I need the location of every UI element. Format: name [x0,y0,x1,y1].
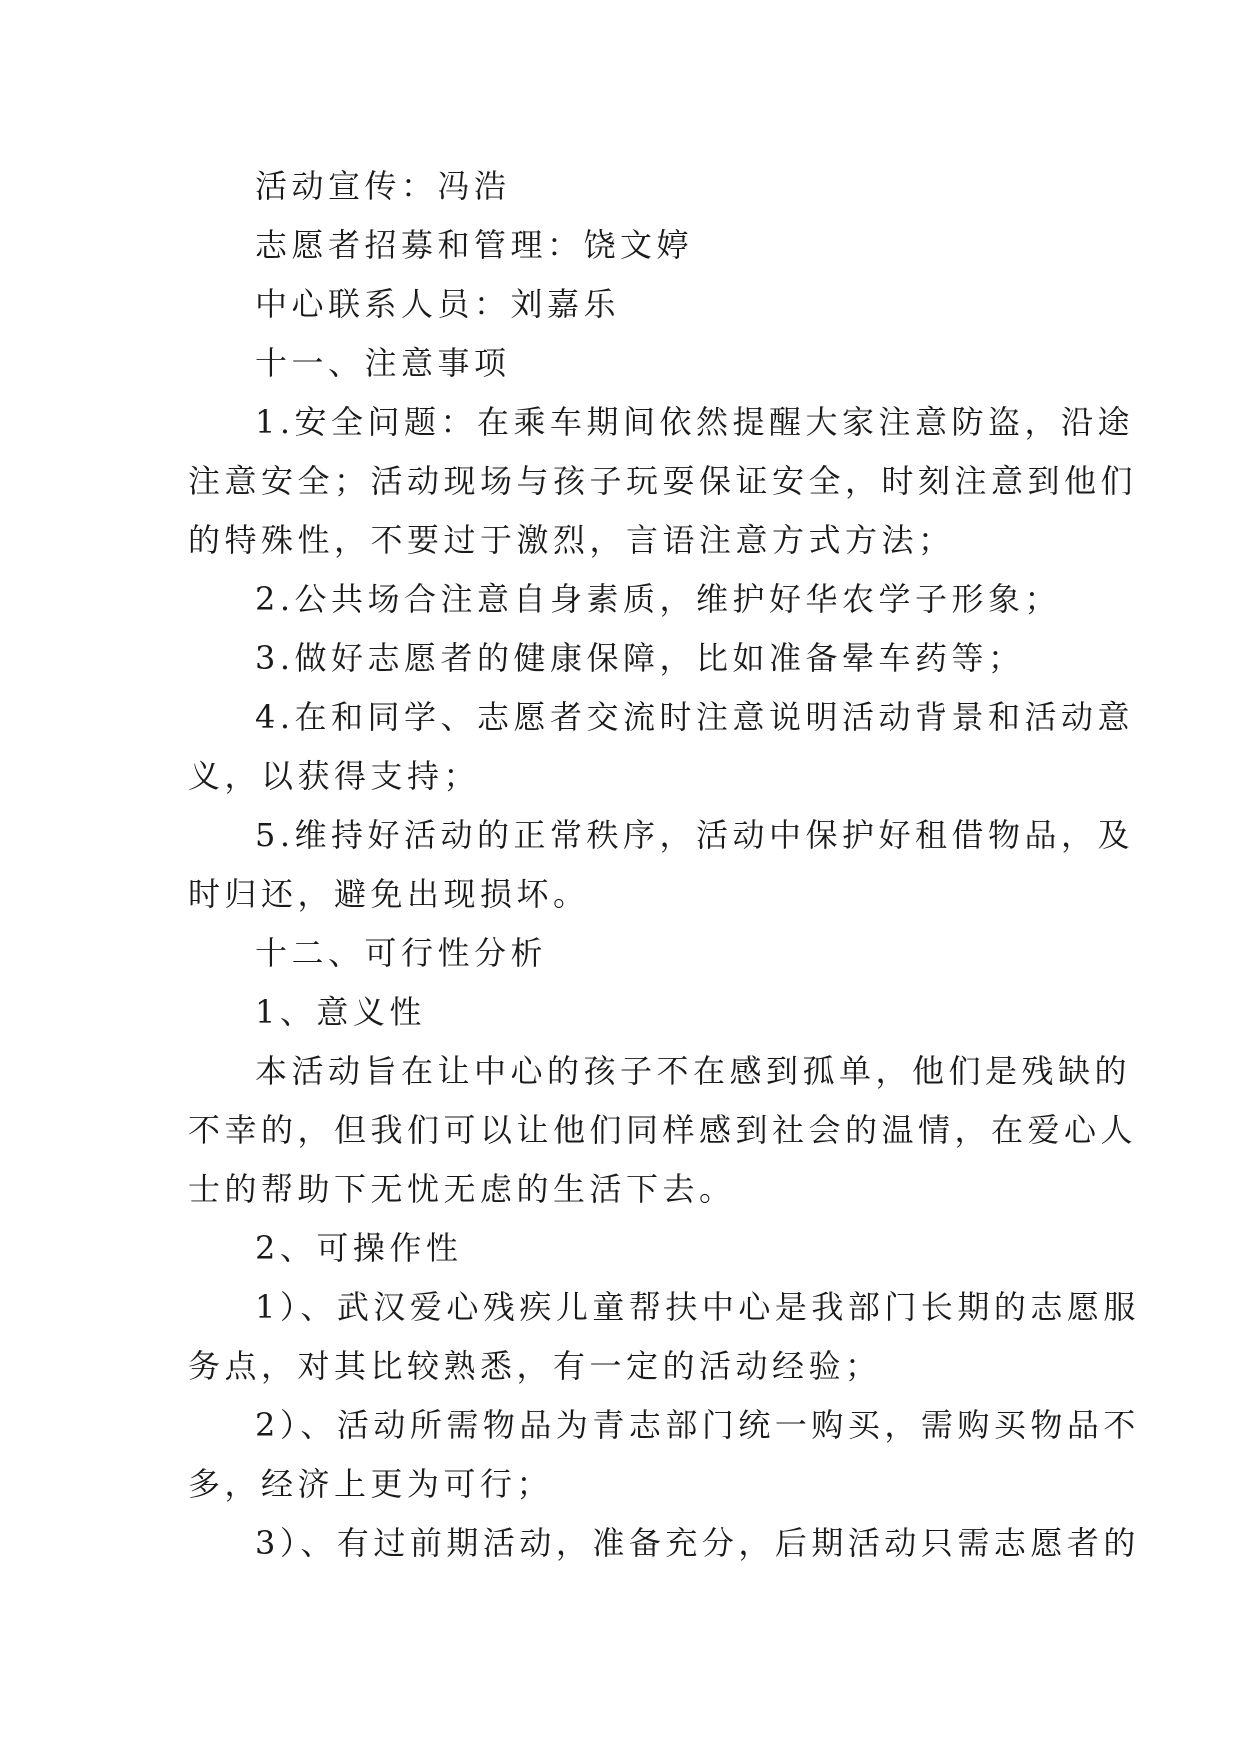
text-line: 本活动旨在让中心的孩子不在感到孤单，他们是残缺的 [255,1052,1132,1090]
text-line: 5.维持好活动的正常秩序，活动中保护好租借物品，及 [255,816,1135,854]
text-line: 士的帮助下无忧无虑的生活下去。 [188,1170,736,1208]
subsection-heading: 1、意义性 [255,993,426,1031]
section-heading: 十二、可行性分析 [255,934,548,972]
text-line: 义，以获得支持； [188,757,481,795]
text-line: 3）、有过前期活动，准备充分，后期活动只需志愿者的 [255,1524,1140,1562]
text-line: 1.安全问题：在乘车期间依然提醒大家注意防盗，沿途 [255,403,1135,441]
text-line: 注意安全；活动现场与孩子玩耍保证安全，时刻注意到他们 [188,462,1138,500]
text-line: 务点，对其比较熟悉，有一定的活动经验； [188,1347,882,1385]
text-line: 多，经济上更为可行； [188,1465,554,1503]
text-line: 3.做好志愿者的健康保障，比如准备晕车药等； [255,639,1025,677]
text-line: 中心联系人员：刘嘉乐 [255,285,621,323]
text-line: 4.在和同学、志愿者交流时注意说明活动背景和活动意 [255,698,1135,736]
text-line: 的特殊性，不要过于激烈，言语注意方式方法； [188,521,955,559]
text-line: 活动宣传：冯浩 [255,167,511,205]
subsection-heading: 2、可操作性 [255,1229,463,1267]
text-line: 2.公共场合注意自身素质，维护好华农学子形象； [255,580,1062,618]
text-line: 时归还，避免出现损坏。 [188,875,590,913]
section-heading: 十一、注意事项 [255,344,511,382]
text-line: 1）、武汉爱心残疾儿童帮扶中心是我部门长期的志愿服 [255,1288,1140,1326]
document-body [188,157,1140,1573]
text-line: 志愿者招募和管理：饶文婷 [255,226,694,264]
text-line: 2）、活动所需物品为青志部门统一购买，需购买物品不 [255,1406,1140,1444]
text-line: 不幸的，但我们可以让他们同样感到社会的温情，在爱心人 [188,1111,1138,1149]
